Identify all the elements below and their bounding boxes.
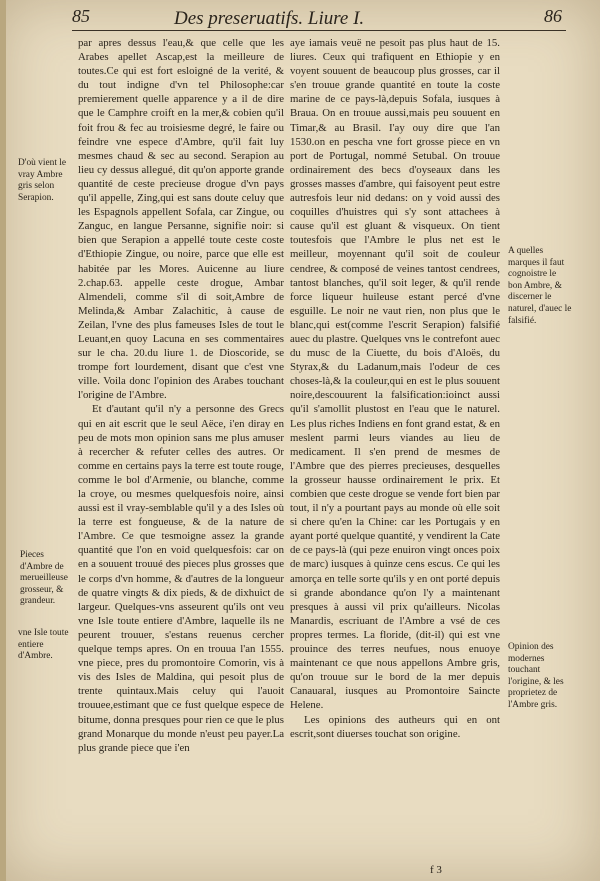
margin-note-left: vne Isle toute entiere d'Ambre. bbox=[18, 628, 69, 662]
left-page-number: 85 bbox=[72, 6, 90, 26]
paragraph: aye iamais veuë ne pesoit pas plus haut de 15. liures. Ceux qui trafiquent en Ethiopie y en voyent souuent de beaucoup plus grosses, car il s'en trouue grande quantité en toute la coste marine de ce pays-là,depuis Sofala, iusques à Braua. On en trouue aussi,mais peu souuent en Timar,& au Brasil. I'ay ouy dire que l'an 1530.on en pescha vne fort grosse piece en vn port de Portugal, nommé Setubal. On trouue ordinairement des becs d'oyseaux dans les grosses masses d'ambre, qui faisoyent peut estre autresfois leur nid dedans: on y void aussi des coquilles d'huistres qui s'y sont attachees à cause qu'il est gluant & visqueux. On tient toutesfois que l'Ambre le plus net est le meilleur, moyennant qu'il soit de couleur cendree, & composé de veines tantost cendrees, tantost blanches, qu'il soit leger, & qu'il rende force liqueur huileuse estant percé d'vne esguille. Le noir ne vaut rien, non plus que le blanc,qui est(comme l'escrit Serapion) falsifié auec du plastre. Quelques vns le contrefont auec du musc de la Ciuette, du bois d'Aloës, du Styrax,& du Ladanum,mais l'odeur de ces choses-là,& la couleur,qui en est le plus souuent noire,descouurent la falsification:ioinct aussi qu'il s'amollit plustost en l'eau que le naturel. Les plus riches Indiens en font grand estat, & en meslent parmi leurs viandes au lieu de medicament. Il s'en prend de mesmes de l'Ambre que des pierres precieuses, desquelles la grosseur hausse ordinairement le prix. Et combien que ceste drogue se vende fort bien par tout, il n'y a pourtant pays au monde où elle soit si chere qu'en la Chine: car les Portugais y en ayant porté quelque quantité, y vendirent la Cate de ce pays-là (qui peze enuiron vingt onces poix de marc) iusques à quinze cens escus. Ce qui les amorça en telle sorte qu'ils y en ont porté depuis si grande abondance qu'on l'y a maintenant presques à aussi vil prix qu'ailleurs. Nicolas Manardis, escriuant de l'Ambre a vsé de ces propres termes. La floride, (dit-il) qui est vne prouince des terres neufues, nous enuoye maintenant ce que nous appellons Ambre gris, qu'on trouue sur le bord de la mer depuis Canauaral, iusques au Promontoire Saincte Helene. bbox=[290, 37, 500, 712]
paragraph: Et d'autant qu'il n'y a personne des Grecs qui en ait escrit que le seul Aëce, i'en diray en peu de mots mon opinion sans me plus amuser à recercher & refuter celles des autres. Or comme en certains pays la terre est toute rouge, comme le bol d'Armenie, ou blanche, comme la croye, ou mesmes quelquesfois noire, ainsi aussi est il vray-semblable qu'il y a des Isles où la terre est fongueuse, & de la nature de l'Ambre. Ce que tesmoigne assez la grande quantité que l'on en void quelquesfois: car on en a souuent trouué des pieces plus grosses que le corps d'vn homme, & d'autres de la longueur de quatre vingts & dix pieds, & de dixhuict de largeur. Quelques-vns asseurent qu'ils ont veu vne Isle toute entiere d'Ambre, laquelle ils ne peurent trouuer, s'estans reuenus cercher quelque temps apres. On en trouua l'an 1555. vne piece, pres du promontoire Comorin, vis à vis des Isles de Maldina, qui pesoit plus de trente quintaux.Mais celuy qui l'auoit trouuee,estimant que ce fust quelque espece de bitume, donna presques pour rien ce que le plus grand Monarque du monde n'eust peu payer.La plus grande piece que i'en bbox=[78, 403, 284, 754]
margin-note-left: D'où vient le vray Ambre gris selon Serapion. bbox=[18, 158, 67, 203]
right-page-number: 86 bbox=[544, 6, 562, 26]
binding-shadow bbox=[0, 0, 6, 881]
right-text-column bbox=[290, 36, 500, 741]
paragraph: par apres dessus l'eau,& que celle que les Arabes apellet Ascap,est la meilleure de toutes.Ce qui est fort esloigné de la verité, & du tout indigne d'vn tel Philosophe:car premierement quelle apparence y a il de dire que le Camphre croift en la mer,& cobien qu'il foit frou & fec au troisiesme degré, le faire ou feindre vne espece d'Ambre, qu'il fait luy mesmes chaud & sec au second. Serapion au lieu cy dessus allegué, dit qu'on apporte grande quantité de ceste precieuse drogue d'vn pays qu'il appelle, Zing,qui est sans doute celuy que les Espagnols appellent Sofala, car Zingue, ou Zanguc, en langue Persanne, signifie noir: si bien que Serapion a appellé toute ceste coste d'Ethiopie Zingue, ou noire, parce que elle est habitée par les Mores. Auicenne au liure 2.chap.63. appelle ceste drogue, Ambar Almendeli, comme s'il di soit,Ambre de Melinda,& Ambar Zalachitic, à cause de Zeilan, l'vne des plus fameuses Isles de tout le Leuant,en quoy Lacuna en ses commentaires sur le cha. 20.du liure 1. de Dioscoride, se trompe fort lourdement, disant que c'est vne ville. Voila donc l'opinion des Arabes touchant l'origine de l'Ambre. bbox=[78, 37, 284, 402]
running-header bbox=[62, 6, 562, 30]
margin-note-right: Opinion des modernes touchant l'origine, & les proprietez de l'Ambre gris. bbox=[508, 642, 564, 710]
margin-note-left: Pieces d'Ambre de merueilleuse grosseur, & grandeur. bbox=[20, 550, 68, 607]
running-title: Des preseruatifs. Liure I. bbox=[174, 8, 365, 29]
signature-mark: f 3 bbox=[430, 864, 442, 876]
margin-note-right: A quelles marques il faut cognoistre le bon Ambre, & discerner le naturel, d'auec le falsifié. bbox=[508, 246, 572, 326]
paragraph: Les opinions des autheurs qui en ont escrit,sont diuerses touchat son origine. bbox=[290, 713, 500, 740]
header-rule bbox=[72, 30, 566, 31]
left-text-column bbox=[78, 36, 284, 755]
